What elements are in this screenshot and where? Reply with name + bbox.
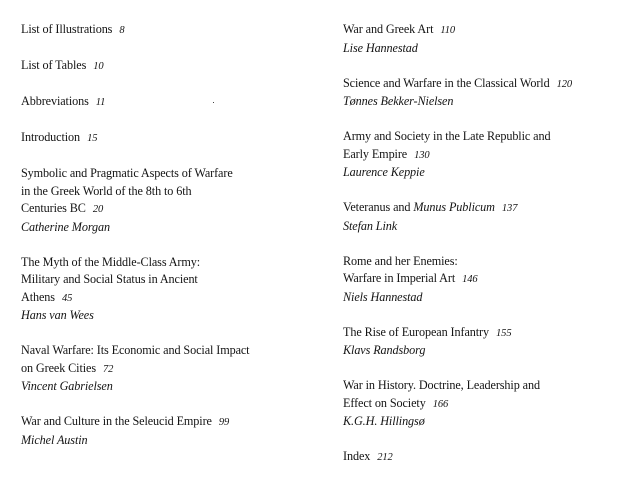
toc-page-number: 99 bbox=[218, 417, 230, 428]
toc-entry-symbolic-pragmatic-aspects bbox=[21, 165, 321, 236]
toc-entry-author: Stefan Link bbox=[343, 218, 398, 233]
toc-entry-title-line: Army and Society in the Late Republic and bbox=[343, 129, 551, 143]
toc-entry-title: War and Culture in the Seleucid Empire 99 bbox=[21, 414, 230, 428]
toc-entry-title: Abbreviations 11 bbox=[21, 94, 106, 108]
toc-page-number: 130 bbox=[414, 149, 430, 161]
toc-entry-myth-middle-class-army bbox=[21, 254, 321, 325]
toc-entry-title-line: on Greek Cities 72 bbox=[21, 360, 114, 375]
toc-entry-war-in-history bbox=[343, 377, 618, 431]
toc-page-number: 72 bbox=[103, 363, 114, 375]
toc-entry-title-line: Warfare in Imperial Art 146 bbox=[343, 271, 478, 285]
toc-entry-title: Veteranus and Munus Publicum 137 bbox=[343, 200, 518, 214]
toc-entry-author: K.G.H. Hillingsø bbox=[343, 414, 425, 428]
toc-entry-author: Laurence Keppie bbox=[343, 165, 425, 179]
toc-entry-title-line: Athens 45 bbox=[21, 289, 73, 304]
toc-entry-list-of-illustrations bbox=[21, 21, 321, 40]
toc-entry-author: Catherine Morgan bbox=[21, 219, 111, 234]
toc-entry-author: Klavs Randsborg bbox=[343, 343, 426, 357]
toc-page-number: 110 bbox=[440, 25, 456, 36]
toc-entry-author: Hans van Wees bbox=[21, 308, 94, 322]
toc-entry-title-line: Effect on Society 166 bbox=[343, 395, 449, 410]
toc-page-number: 155 bbox=[496, 327, 512, 339]
toc-entry-title-line: The Myth of the Middle-Class Army: bbox=[21, 254, 201, 269]
toc-page-number: 212 bbox=[377, 452, 393, 463]
toc-entry-naval-warfare bbox=[21, 342, 321, 396]
toc-entry-list-of-tables bbox=[21, 57, 321, 76]
toc-entry-author: Tønnes Bekker-Nielsen bbox=[343, 94, 454, 108]
toc-page-number: 137 bbox=[501, 203, 518, 214]
toc-entry-title: War and Greek Art 110 bbox=[343, 22, 456, 36]
contents-left-column bbox=[21, 21, 321, 467]
toc-entry-title-line: Symbolic and Pragmatic Aspects of Warfare bbox=[21, 166, 233, 180]
toc-entry-title-line: Military and Social Status in Ancient bbox=[21, 272, 198, 286]
toc-entry-title: Index 212 bbox=[343, 449, 393, 463]
toc-entry-author: Lise Hannestad bbox=[343, 40, 418, 55]
toc-page-number: 11 bbox=[95, 97, 106, 108]
toc-page-number: 10 bbox=[93, 61, 104, 72]
toc-page-number: 20 bbox=[92, 204, 104, 215]
toc-entry-title-line: in the Greek World of the 8th to 6th bbox=[21, 183, 192, 198]
toc-entry-author: Vincent Gabrielsen bbox=[21, 379, 113, 393]
toc-entry-index bbox=[343, 448, 618, 467]
toc-page-number: 120 bbox=[556, 78, 573, 90]
toc-page-number: 45 bbox=[61, 292, 73, 304]
toc-entry-author: Michel Austin bbox=[21, 432, 88, 447]
toc-entry-title-italic: Munus Publicum bbox=[413, 200, 495, 214]
toc-page-number: 15 bbox=[87, 133, 98, 144]
toc-entry-title-line: War in History. Doctrine, Leadership and bbox=[343, 378, 540, 392]
toc-entry-title-line: Early Empire 130 bbox=[343, 146, 430, 161]
toc-entry-title-line: Rome and her Enemies: bbox=[343, 253, 458, 268]
toc-entry-title: Introduction 15 bbox=[21, 130, 98, 144]
toc-entry-title: Science and Warfare in the Classical World 120 bbox=[343, 75, 573, 90]
toc-entry-abbreviations bbox=[21, 93, 321, 112]
toc-entry-introduction bbox=[21, 129, 321, 148]
toc-entry-title-line: Centuries BC 20 bbox=[21, 201, 104, 215]
toc-entry-seleucid-empire bbox=[21, 413, 321, 449]
toc-entry-science-warfare bbox=[343, 75, 618, 111]
toc-entry-title: List of Illustrations 8 bbox=[21, 22, 125, 36]
toc-entry-title-line: Naval Warfare: Its Economic and Social Impact bbox=[21, 343, 250, 357]
toc-entry-rome-enemies bbox=[343, 253, 618, 307]
toc-entry-european-infantry bbox=[343, 324, 618, 360]
toc-entry-author: Niels Hannestad bbox=[343, 289, 423, 304]
toc-page-number: 8 bbox=[119, 25, 125, 36]
toc-entry-veteranus bbox=[343, 199, 618, 235]
toc-page-number: 146 bbox=[462, 274, 478, 285]
toc-page-number: 166 bbox=[432, 398, 449, 410]
toc-entry-army-society bbox=[343, 128, 618, 182]
contents-right-column bbox=[343, 21, 618, 484]
toc-entry-title: List of Tables 10 bbox=[21, 58, 104, 72]
toc-entry-title: The Rise of European Infantry 155 bbox=[343, 324, 512, 339]
toc-entry-war-greek-art bbox=[343, 21, 618, 57]
